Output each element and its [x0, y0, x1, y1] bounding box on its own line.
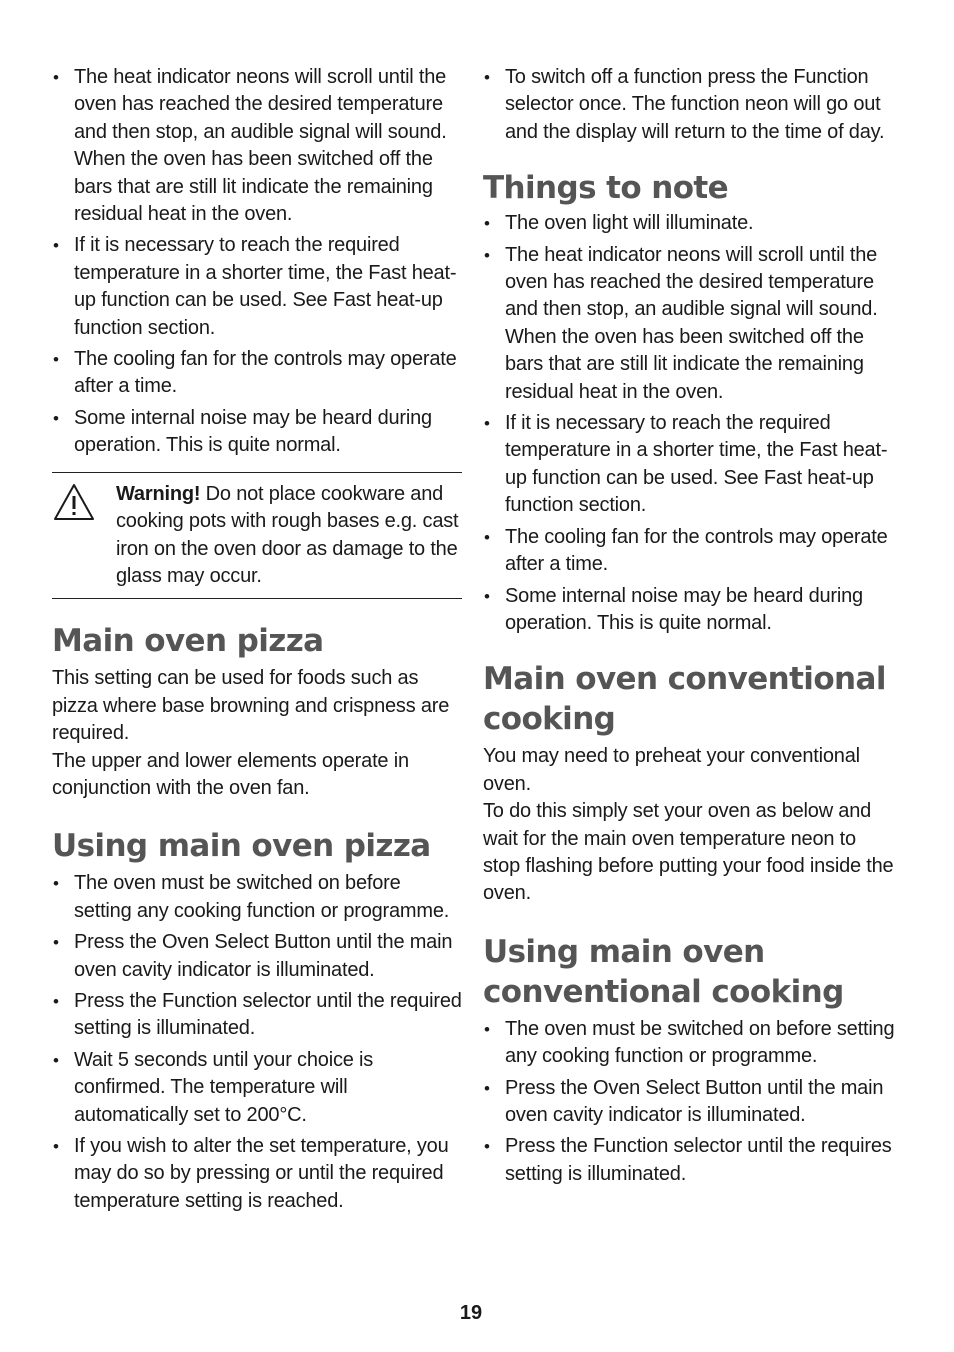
- conventional-paragraph: You may need to preheat your conventional oven.: [483, 745, 860, 795]
- using-pizza-bullet-list: [52, 870, 462, 1215]
- pizza-description: [52, 665, 462, 802]
- list-item: • Some internal noise may be heard during operation. This is quite normal.: [483, 583, 895, 638]
- list-item: • The heat indicator neons will scroll until the oven has reached the desired temperature and then stop, an audible signal will sound. When the oven has been switched off the bars that are still lit indicate the remaining residual heat in the oven.: [483, 242, 895, 406]
- list-item: • Press the Oven Select Button until the main oven cavity indicator is illuminated.: [483, 1075, 895, 1130]
- list-item: • Press the Function selector until the required setting is illuminated.: [52, 988, 462, 1043]
- conventional-paragraph: To do this simply set your oven as below and wait for the main oven temperature neon to stop flashing before putting your food inside the oven.: [483, 800, 894, 905]
- list-item: • The cooling fan for the controls may operate after a time.: [52, 346, 462, 401]
- list-item: • If it is necessary to reach the required temperature in a shorter time, the Fast heat-up function can be used. See Fast heat-up function section.: [52, 232, 462, 342]
- list-item: • The oven must be switched on before setting any cooking function or programme.: [52, 870, 462, 925]
- list-item: • Press the Function selector until the requires setting is illuminated.: [483, 1133, 895, 1188]
- list-item: • Wait 5 seconds until your choice is confirmed. The temperature will automatically set to 200°C.: [52, 1047, 462, 1129]
- intro-bullet-list: [52, 64, 462, 460]
- warning-triangle-icon: [52, 481, 116, 591]
- list-item: • The oven must be switched on before setting any cooking function or programme.: [483, 1016, 895, 1071]
- top-bullet-list: [483, 64, 895, 146]
- left-column: [52, 64, 462, 1219]
- warning-text: [116, 481, 462, 591]
- heading-things-to-note: Things to note: [483, 170, 729, 207]
- list-item: • If you wish to alter the set temperature, you may do so by pressing or until the required temperature setting is reached.: [52, 1133, 462, 1215]
- things-bullet-list: [483, 210, 895, 637]
- page-number: 19: [459, 1302, 483, 1324]
- list-item: • To switch off a function press the Function selector once. The function neon will go out and the display will return to the time of day.: [483, 64, 895, 146]
- list-item: • The oven light will illuminate.: [483, 210, 895, 237]
- list-item: • Press the Oven Select Button until the main oven cavity indicator is illuminated.: [52, 929, 462, 984]
- list-item: • If it is necessary to reach the required temperature in a shorter time, the Fast heat-up function can be used. See Fast heat-up function section.: [483, 410, 895, 520]
- warning-box: [52, 472, 462, 600]
- heading-using-main-oven-pizza: Using main oven pizza: [52, 828, 431, 865]
- list-item: • Some internal noise may be heard during operation. This is quite normal.: [52, 405, 462, 460]
- heading-main-oven-conventional-cooking: Main oven conventional cooking: [483, 661, 886, 738]
- heading-main-oven-pizza: Main oven pizza: [52, 623, 324, 660]
- list-item: • The heat indicator neons will scroll until the oven has reached the desired temperature and then stop, an audible signal will sound. When the oven has been switched off the bars that are still lit indicate the remaining residual heat in the oven.: [52, 64, 462, 228]
- using-conventional-bullet-list: [483, 1016, 895, 1188]
- right-column: [483, 64, 895, 1192]
- pizza-paragraph: The upper and lower elements operate in conjunction with the oven fan.: [52, 749, 409, 799]
- pizza-paragraph: This setting can be used for foods such as pizza where base browning and crispness are required.: [52, 667, 450, 745]
- list-item: • The cooling fan for the controls may operate after a time.: [483, 524, 895, 579]
- heading-using-main-oven-conventional-cooking: Using main oven conventional cooking: [483, 933, 844, 1010]
- warning-label: Warning!: [116, 482, 201, 505]
- warning-message: Do not place cookware and cooking pots with rough bases e.g. cast iron on the oven door as damage to the glass may occur.: [116, 482, 459, 587]
- conventional-description: [483, 743, 895, 907]
